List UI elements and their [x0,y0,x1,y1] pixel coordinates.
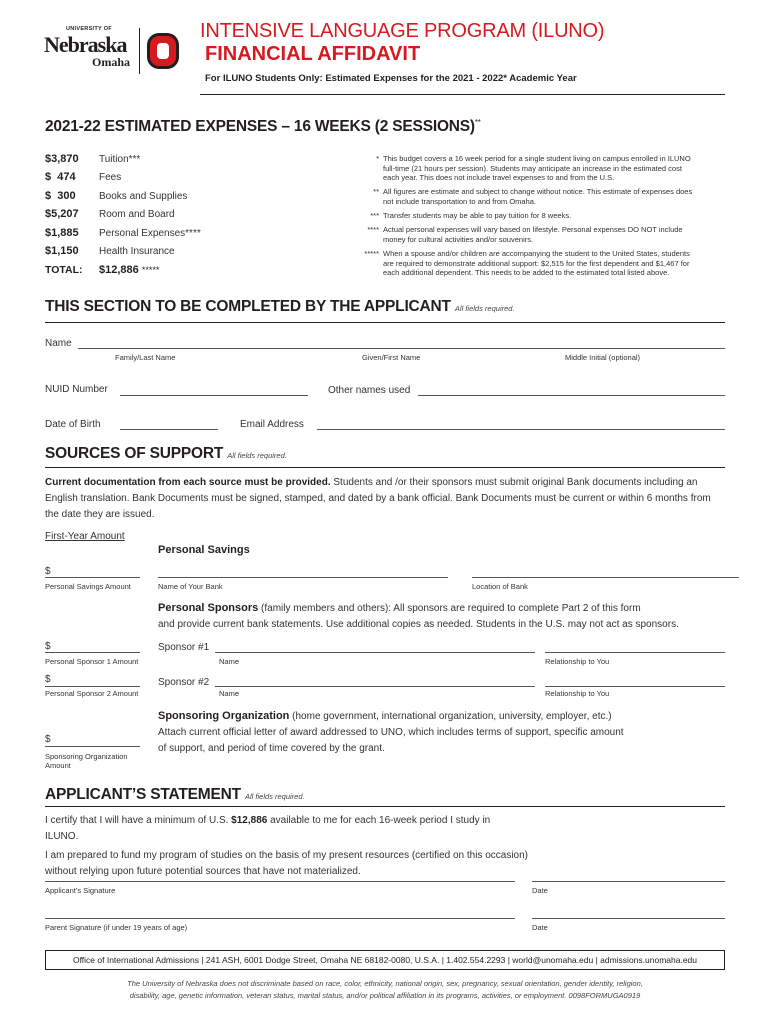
dollar-sign: $ [45,641,51,652]
sponsors-heading: Personal Sponsors [158,602,259,614]
expenses-heading-text: 2021-22 ESTIMATED EXPENSES – 16 WEEKS (2 SESSIONS) [45,118,475,136]
sponsor2-label: Sponsor #2 [158,677,210,688]
footnote-text: This budget covers a 16 week period for a single student living on campus enrolled in ILUNO full-time (21 hours per session). Students may anticipate an increase in the estimated cost each year. This does not include travel expenses to and from the U.S. [383,154,691,182]
disclaimer [45,978,725,1002]
support-intro [45,475,725,523]
prepared-line2: without relying upon future potential sources that have not materialized. [45,866,361,877]
footnote-text: When a spouse and/or children are accompanying the student to the United States, students are required to demonstrate additional support: $2,515 for the first dependent and $1,467 for each additional dependent. This needs to be added to the estimated total listed above. [383,249,690,277]
parent-signature-field[interactable] [45,918,515,919]
expense-label: Fees [99,172,122,183]
sponsor1-amount-caption: Personal Sponsor 1 Amount [45,657,139,666]
nuid-label: NUID Number [45,384,108,395]
applicant-section-heading [45,298,515,316]
footnote-mark: **** [367,225,379,234]
dob-label: Date of Birth [45,419,101,430]
footnote-mark: ** [373,187,379,196]
sponsor1-relationship-caption: Relationship to You [545,657,610,666]
academic-year-subtitle: For ILUNO Students Only: Estimated Expenses for the 2021 - 2022* Academic Year [205,73,577,84]
organization-amount-caption-2: Amount [45,761,71,770]
disclaimer-line1: The University of Nebraska does not discriminate based on race, color, ethnicity, national origin, sex, pregnancy, sexual orientation, gender identity, religion, [127,979,643,988]
sponsors-text-1: (family members and others): All sponsors are required to complete Part 2 of this form [258,603,641,614]
parent-date-field[interactable] [532,918,725,919]
contact-info: Office of International Admissions | 241 ASH, 6001 Dodge Street, Omaha NE 68182-0080, U.S.A. | 1.402.554.2293 | world@unomaha.edu | admissions.unomaha.edu [72,955,698,965]
dollar-sign: $ [45,734,51,745]
expenses-heading [45,118,481,136]
sponsor2-name-field[interactable] [215,686,535,687]
expense-amount: $ 300 [45,190,76,202]
disclaimer-line2: disability, age, genetic information, veteran status, marital status, and/or political affiliation in its programs, activities, or employment. 0098FORMUGA0919 [129,991,641,1000]
required-note: All fields required. [244,792,305,801]
name-field[interactable] [78,348,725,349]
parent-date-caption: Date [532,923,548,932]
applicant-signature-field[interactable] [45,881,515,882]
expenses-heading-mark: ** [474,118,481,127]
logo-divider [139,28,140,74]
parent-signature-caption: Parent Signature (if under 19 years of age) [45,923,188,932]
sponsor2-relationship-field[interactable] [545,686,725,687]
contact-box [45,950,725,970]
nuid-field[interactable] [120,395,308,396]
footnote-text: Transfer students may be able to pay tuition for 8 weeks. [383,211,572,220]
sponsor1-relationship-field[interactable] [545,652,725,653]
expense-amount: $5,207 [45,208,79,220]
total-amount-value: $12,886 [99,264,139,276]
applicant-section-rule [45,322,725,323]
certify-post: available to me for each 16-week period I study in [267,815,491,826]
statement-heading-text: APPLICANT’S STATEMENT [45,786,241,803]
dollar-sign: $ [45,566,51,577]
organization-text-3: of support, and period of time covered by the grant. [158,743,385,754]
bank-location-field[interactable] [472,577,739,578]
support-heading [45,445,287,463]
header-rule [200,94,725,95]
required-note: All fields required. [227,451,287,460]
organization-intro [158,708,738,757]
email-field[interactable] [317,429,725,430]
other-names-field[interactable] [418,395,725,396]
certify-statement [45,813,725,845]
expense-label: Health Insurance [99,246,175,257]
sponsor1-amount-field[interactable] [45,652,140,653]
footnote-text: All figures are estimate and subject to change without notice. This estimate of expenses does not include transportation to and from Omaha. [383,187,693,206]
bank-name-field[interactable] [158,577,448,578]
organization-amount-field[interactable] [45,746,140,747]
sponsors-intro [158,600,738,633]
support-intro-text: Students and /or their sponsors must submit original Bank documents including an English translation. Bank Documents must be signed, stamped, and dated by a bank official. Bank Documents must be current or within 6 months from the date they are issued. [45,477,711,520]
expense-amount: $ 474 [45,171,76,183]
sponsor2-amount-field[interactable] [45,686,140,687]
sponsor1-name-field[interactable] [215,652,535,653]
dob-field[interactable] [120,429,218,430]
applicant-date-field[interactable] [532,881,725,882]
organization-heading: Sponsoring Organization [158,710,290,722]
total-amount-mark: ***** [141,265,160,275]
logo-university-of: UNIVERSITY OF [66,26,112,32]
statement-heading [45,786,305,804]
certify-line2: ILUNO. [45,831,79,842]
prepared-statement [45,848,725,880]
university-logo [44,22,184,80]
expense-amount: $1,150 [45,245,79,257]
support-intro-bold: Current documentation from each source must be provided. [45,477,331,488]
logo-omaha: Omaha [92,55,131,69]
form-subtitle-title: FINANCIAL AFFIDAVIT [205,43,421,65]
footnote-mark: * [376,154,379,163]
prepared-line1: I am prepared to fund my program of studies on the basis of my present resources (certified on this occasion) [45,850,529,861]
applicant-date-caption: Date [532,886,548,895]
bank-name-caption: Name of Your Bank [158,582,223,591]
bank-location-caption: Location of Bank [472,582,528,591]
certify-pre: I certify that I will have a minimum of U.S. [45,815,232,826]
expense-amount: $3,870 [45,153,79,165]
organization-amount-caption-1: Sponsoring Organization [45,752,128,761]
applicant-signature-caption: Applicant’s Signature [45,886,116,895]
required-note: All fields required. [454,304,515,313]
expense-amount: $1,885 [45,227,79,239]
organization-text-2: Attach current official letter of award addressed to UNO, which includes terms of support, specific amount [158,727,624,738]
form-title: INTENSIVE LANGUAGE PROGRAM (ILUNO) [200,20,605,42]
total-amount [99,264,159,276]
sponsor1-name-caption: Name [219,657,240,666]
expense-label: Tuition*** [99,154,141,165]
statement-rule [45,806,725,807]
expense-label: Personal Expenses**** [99,228,201,239]
footnote-mark: *** [370,211,379,220]
email-label: Email Address [240,419,304,430]
family-name-caption: Family/Last Name [115,353,176,362]
other-names-label: Other names used [328,385,411,396]
total-label: TOTAL: [45,264,83,276]
middle-initial-caption: Middle Initial (optional) [565,353,641,362]
expense-label: Books and Supplies [99,191,188,202]
sponsor2-relationship-caption: Relationship to You [545,689,610,698]
support-heading-text: SOURCES OF SUPPORT [45,445,224,462]
given-name-caption: Given/First Name [362,353,421,362]
logo-nebraska: Nebraska [44,32,127,57]
organization-text-1: (home government, international organization, university, employer, etc.) [289,711,612,722]
sponsor2-name-caption: Name [219,689,240,698]
first-year-amount-label: First-Year Amount [45,531,125,542]
dollar-sign: $ [45,674,51,685]
sponsor2-amount-caption: Personal Sponsor 2 Amount [45,689,139,698]
expense-label: Room and Board [99,209,175,220]
o-mark-icon [146,32,180,70]
support-rule [45,467,725,468]
sponsor1-label: Sponsor #1 [158,642,210,653]
savings-amount-field[interactable] [45,577,140,578]
sponsors-text-2: and provide current bank statements. Use additional copies as needed. Students in the U.S. may not act as sponsors. [158,619,679,630]
savings-amount-caption: Personal Savings Amount [45,582,131,591]
applicant-section-heading-text: THIS SECTION TO BE COMPLETED BY THE APPLICANT [45,298,451,315]
savings-heading: Personal Savings [158,544,250,556]
footnote-mark: ***** [364,249,379,258]
certify-amount: $12,886 [231,815,268,826]
footnote-text: Actual personal expenses will vary based on lifestyle. Personal expenses DO NOT include money for cultural activities and/or souvenirs. [383,225,683,244]
name-label: Name [45,338,72,349]
